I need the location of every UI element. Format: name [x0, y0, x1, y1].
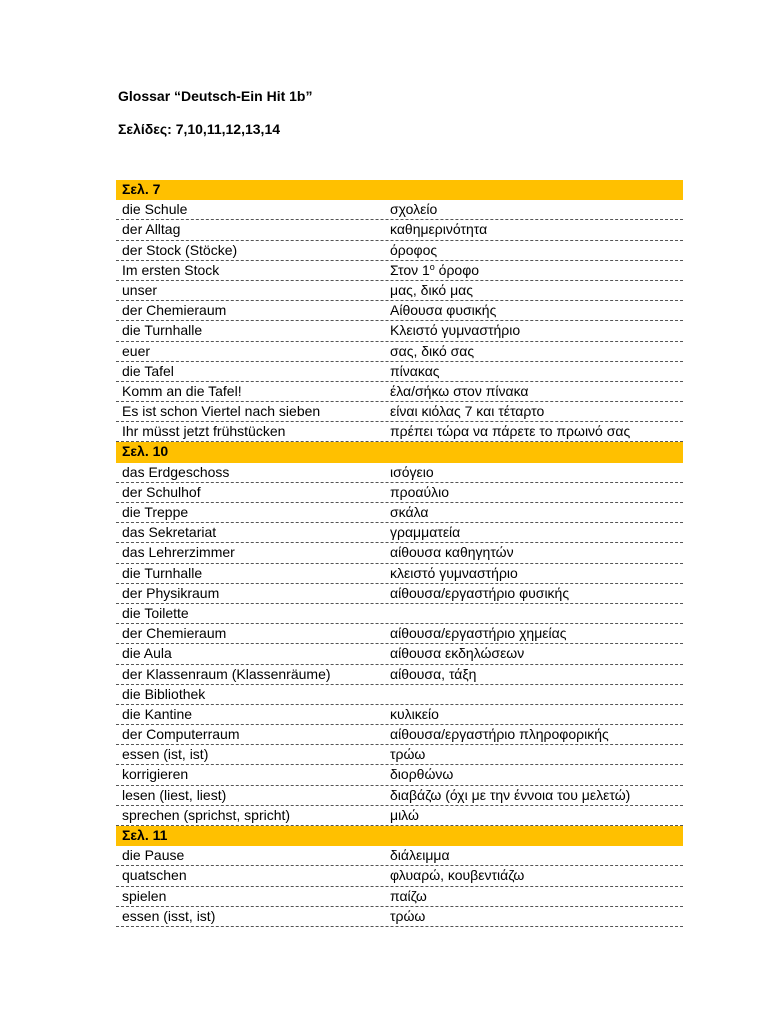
- greek-translation: σχολείο: [390, 201, 438, 218]
- glossary-row: [116, 342, 683, 362]
- german-term: die Kantine: [122, 705, 193, 722]
- section-header: [116, 180, 683, 200]
- glossary-row: [116, 907, 683, 927]
- greek-translation: Αίθουσα φυσικής: [390, 302, 497, 319]
- german-term: spielen: [122, 887, 167, 904]
- glossary-row: [116, 382, 683, 402]
- glossary-row: [116, 584, 683, 604]
- glossary-row: [116, 866, 683, 886]
- german-term: der Stock (Stöcke): [122, 241, 238, 258]
- german-term: essen (isst, ist): [122, 907, 216, 924]
- german-term: quatschen: [122, 867, 187, 884]
- greek-translation: μας, δικό μας: [390, 281, 474, 298]
- greek-translation: διορθώνω: [390, 766, 454, 783]
- glossary-row: [116, 402, 683, 422]
- ordinal-superscript: ο: [429, 261, 435, 272]
- greek-translation: πίνακας: [390, 362, 440, 379]
- greek-translation: προαύλιο: [390, 483, 450, 500]
- german-term: der Klassenraum (Klassenräume): [122, 665, 331, 682]
- german-term: Es ist schon Viertel nach sieben: [122, 403, 321, 420]
- section-header-label: Σελ. 7: [122, 181, 161, 197]
- glossary-row: [116, 362, 683, 382]
- greek-translation: ισόγειο: [390, 463, 434, 480]
- section-header-label: Σελ. 10: [122, 443, 169, 460]
- greek-translation: κλειστό γυμναστήριο: [390, 564, 518, 581]
- german-term: das Lehrerzimmer: [122, 544, 235, 561]
- glossary-row: [116, 241, 683, 261]
- greek-translation: όροφος: [390, 241, 438, 258]
- glossary-row: [116, 523, 683, 543]
- greek-translation: αίθουσα/εργαστήριο πληροφορικής: [390, 726, 609, 743]
- glossary-row: [116, 644, 683, 664]
- document-title: Glossar “Deutsch-Ein Hit 1b”: [118, 88, 313, 104]
- german-term: unser: [122, 281, 158, 298]
- german-term: lesen (liest, liest): [122, 786, 227, 803]
- german-term: der Physikraum: [122, 584, 220, 601]
- glossary-row: [116, 463, 683, 483]
- german-term: die Pause: [122, 847, 185, 864]
- glossary-row: [116, 604, 683, 624]
- greek-translation: γραμματεία: [390, 524, 461, 541]
- greek-translation: σας, δικό σας: [390, 342, 475, 359]
- greek-translation: παίζω: [390, 887, 427, 904]
- german-term: die Turnhalle: [122, 564, 203, 581]
- greek-translation: διαβάζω (όχι με την έννοια του μελετώ): [390, 786, 631, 803]
- glossary-row: [116, 301, 683, 321]
- greek-translation: κυλικείο: [390, 705, 439, 722]
- greek-translation: αίθουσα/εργαστήριο χημείας: [390, 625, 567, 642]
- glossary-row: [116, 685, 683, 705]
- german-term: die Bibliothek: [122, 685, 206, 702]
- german-term: die Tafel: [122, 362, 174, 379]
- german-term: sprechen (sprichst, spricht): [122, 806, 291, 823]
- greek-translation: έλα/σήκω στον πίνακα: [390, 382, 529, 399]
- greek-translation: Κλειστό γυμναστήριο: [390, 322, 521, 339]
- glossary-row: [116, 846, 683, 866]
- german-term: die Toilette: [122, 604, 189, 621]
- german-term: Ihr müsst jetzt frühstücken: [122, 423, 286, 440]
- german-term: der Alltag: [122, 221, 181, 238]
- glossary-row: [116, 281, 683, 301]
- glossary-row: [116, 725, 683, 745]
- glossary-row: [116, 887, 683, 907]
- glossary-row: [116, 806, 683, 826]
- german-term: euer: [122, 342, 151, 359]
- glossary-row: [116, 321, 683, 341]
- greek-translation: τρώω: [390, 746, 426, 763]
- greek-translation: πρέπει τώρα να πάρετε το πρωινό σας: [390, 423, 631, 440]
- section-header: [116, 826, 683, 846]
- glossary-row: [116, 220, 683, 240]
- glossary-row: [116, 705, 683, 725]
- section-header: [116, 442, 683, 462]
- greek-translation: [390, 261, 682, 280]
- greek-translation: είναι κιόλας 7 και τέταρτο: [390, 403, 545, 420]
- german-term: Im ersten Stock: [122, 261, 220, 278]
- greek-translation: μιλώ: [390, 806, 419, 823]
- glossary-row: [116, 503, 683, 523]
- glossary-row: [116, 624, 683, 644]
- glossary-row: [116, 745, 683, 765]
- greek-translation: καθημερινότητα: [390, 221, 488, 238]
- glossary-row: [116, 543, 683, 563]
- german-term: die Schule: [122, 201, 188, 218]
- glossary-row: [116, 261, 683, 281]
- glossary-row: [116, 564, 683, 584]
- greek-translation: φλυαρώ, κουβεντιάζω: [390, 867, 525, 884]
- greek-translation: αίθουσα, τάξη: [390, 665, 477, 682]
- pages-line: Σελίδες: 7,10,11,12,13,14: [118, 121, 281, 137]
- german-term: der Computerraum: [122, 726, 240, 743]
- german-term: die Treppe: [122, 504, 189, 520]
- german-term: das Erdgeschoss: [122, 463, 230, 480]
- glossary-row: [116, 422, 683, 442]
- greek-translation: σκάλα: [390, 504, 429, 520]
- glossary-row: [116, 765, 683, 785]
- section-header-label: Σελ. 11: [122, 827, 168, 843]
- german-term: der Schulhof: [122, 483, 201, 500]
- german-term: der Chemieraum: [122, 302, 227, 319]
- german-term: korrigieren: [122, 766, 189, 783]
- glossary-row: [116, 200, 683, 220]
- greek-translation: αίθουσα/εργαστήριο φυσικής: [390, 584, 570, 601]
- german-term: der Chemieraum: [122, 625, 227, 642]
- german-term: das Sekretariat: [122, 524, 217, 541]
- glossary-table: [116, 180, 683, 927]
- glossary-row: [116, 786, 683, 806]
- glossary-row: [116, 483, 683, 503]
- german-term: essen (ist, ist): [122, 746, 209, 763]
- greek-translation-text: Στον 1: [390, 261, 430, 278]
- german-term: die Aula: [122, 645, 172, 662]
- greek-translation: τρώω: [390, 907, 426, 924]
- glossary-row: [116, 665, 683, 685]
- german-term: die Turnhalle: [122, 322, 203, 339]
- greek-translation: αίθουσα καθηγητών: [390, 544, 514, 561]
- german-term: Komm an die Tafel!: [122, 382, 242, 399]
- greek-translation: διάλειμμα: [390, 847, 450, 864]
- greek-translation-text-tail: όροφο: [434, 261, 480, 278]
- greek-translation: αίθουσα εκδηλώσεων: [390, 645, 525, 662]
